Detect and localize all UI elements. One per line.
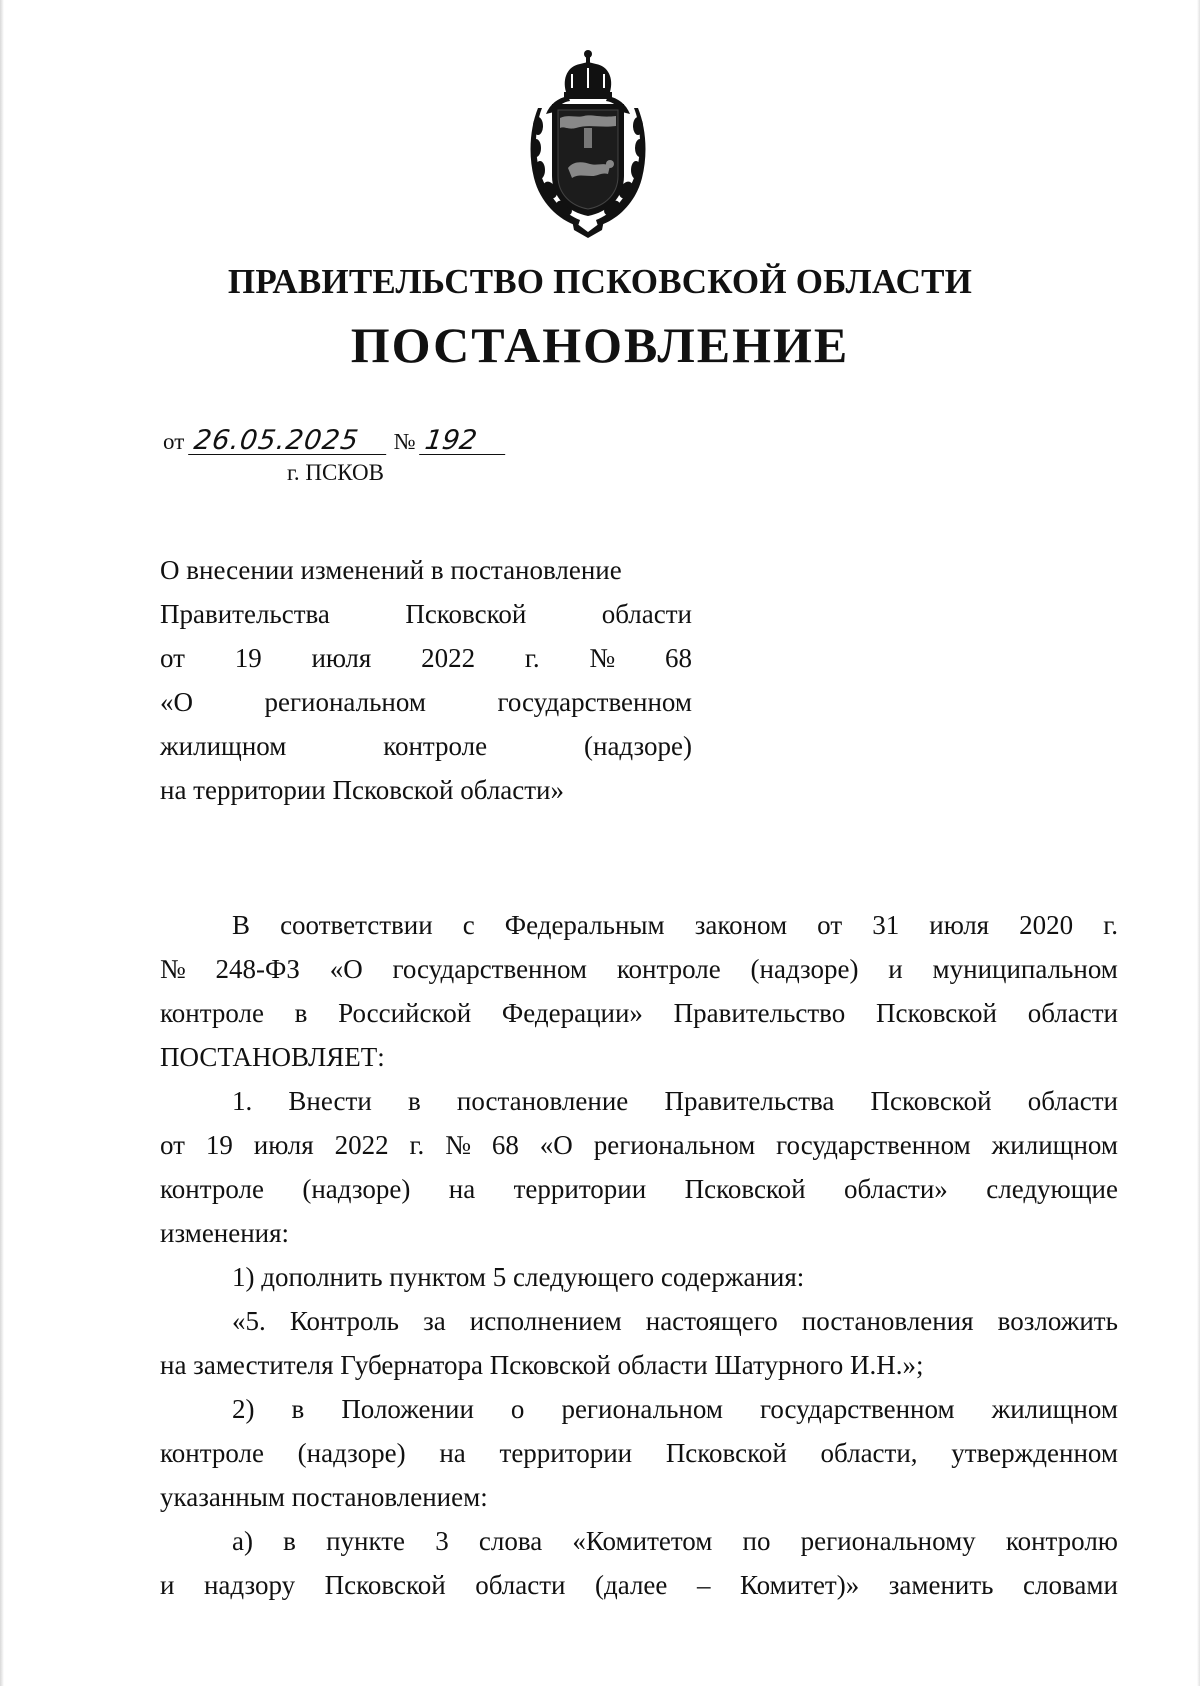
body-word: «О (539, 1130, 573, 1160)
body-word: государственном (776, 1130, 971, 1160)
body-line (160, 1563, 1118, 1607)
body-word: региональном (561, 1394, 723, 1424)
body-word: В (232, 910, 251, 940)
body-word: 3 (435, 1526, 449, 1556)
body-word: постановления (801, 1306, 974, 1336)
body-word: № (445, 1130, 471, 1160)
body-word: (надзоре) (297, 1438, 406, 1468)
body-line (160, 903, 1118, 947)
subject-word: «О (160, 687, 193, 717)
body-word: и (160, 1570, 175, 1600)
body-word: жилищном (991, 1130, 1118, 1160)
body-line (160, 991, 1118, 1035)
body-word: слова (478, 1526, 543, 1556)
subject-word: области (601, 599, 692, 629)
subject-word: Правительства (160, 599, 330, 629)
subject-word: 19 (234, 643, 262, 673)
subject-word: от (160, 643, 185, 673)
body-word: законом (694, 910, 788, 940)
body-word: исполнением (469, 1306, 622, 1336)
body-word: контролю (1005, 1526, 1118, 1556)
subject-word: 68 (664, 643, 692, 673)
body-word: 1) дополнить пунктом 5 следующего содержания: (232, 1262, 805, 1292)
subject-word: жилищном (160, 731, 287, 761)
body-word: 31 (872, 910, 900, 940)
body-word: на (448, 1174, 476, 1204)
body-word: в (283, 1526, 296, 1556)
body-word: региональному (800, 1526, 976, 1556)
body-line (160, 1387, 1118, 1431)
date-prefix: от (163, 429, 185, 454)
body-word: постановление (456, 1086, 629, 1116)
body-word: (надзоре) (302, 1174, 411, 1204)
body-word: настоящего (645, 1306, 778, 1336)
body-word: в (294, 998, 308, 1028)
body-word: области» (844, 1174, 948, 1204)
subject-word: контроле (383, 731, 488, 761)
body-text (160, 903, 1118, 1607)
body-word: «О (329, 954, 363, 984)
body-word: возложить (997, 1306, 1118, 1336)
body-word: заменить (888, 1570, 994, 1600)
subject-line (160, 724, 692, 768)
body-word: Внести (288, 1086, 372, 1116)
body-word: от (817, 910, 843, 940)
body-word: г. (1103, 910, 1118, 940)
body-word: следующие (986, 1174, 1118, 1204)
subject-line (160, 636, 692, 680)
body-word: г. (409, 1130, 425, 1160)
body-word: от (160, 1130, 185, 1160)
body-word: контроле (160, 1438, 264, 1468)
subject-line (160, 680, 692, 724)
body-word: Правительства (664, 1086, 835, 1116)
body-word: о (510, 1394, 525, 1424)
body-word: на (439, 1438, 466, 1468)
body-word: словами (1023, 1570, 1118, 1600)
body-line (160, 1431, 1118, 1475)
body-line (160, 1519, 1118, 1563)
body-word: ПОСТАНОВЛЯЕТ: (160, 1042, 385, 1072)
body-word: надзору (203, 1570, 296, 1600)
body-line (160, 1255, 1118, 1299)
subject-word: на территории Псковской области» (160, 775, 565, 805)
body-word: Контроль (289, 1306, 399, 1336)
body-line (160, 1123, 1118, 1167)
subject-line (160, 768, 692, 812)
subject-word: О внесении изменений в постановление (160, 555, 622, 585)
handwritten-number: 192 (420, 428, 510, 455)
body-word: государственном (392, 954, 588, 984)
body-word: июля (929, 910, 990, 940)
subject-word: 2022 (421, 643, 476, 673)
body-word: по (742, 1526, 771, 1556)
body-word: «5. (232, 1306, 266, 1336)
body-word: Комитет)» (739, 1570, 860, 1600)
body-word: территории (513, 1174, 647, 1204)
body-word: – (696, 1570, 711, 1600)
body-line (160, 1167, 1118, 1211)
body-word: (далее (595, 1570, 668, 1600)
body-word: Федеральным (504, 910, 665, 940)
body-word: контроле (616, 954, 721, 984)
body-word: 2) (232, 1394, 255, 1424)
body-line (160, 1211, 1118, 1255)
body-word: № (160, 954, 186, 984)
body-word: «Комитетом (572, 1526, 713, 1556)
body-word: Российской (338, 998, 472, 1028)
body-word: области (475, 1570, 566, 1600)
body-word: 2022 (334, 1130, 389, 1160)
body-word: июля (253, 1130, 314, 1160)
document-type-title: ПОСТАНОВЛЕНИЕ (350, 317, 850, 373)
body-word: контроле (160, 998, 264, 1028)
subject-block (160, 548, 692, 812)
body-word: 2020 (1019, 910, 1074, 940)
body-word: области (1027, 1086, 1118, 1116)
body-word: 248-ФЗ (215, 954, 300, 984)
subject-word: г. (524, 643, 540, 673)
date-number-line (163, 425, 507, 456)
number-prefix: № (393, 429, 416, 454)
body-word: а) (232, 1526, 253, 1556)
body-line (160, 1079, 1118, 1123)
subject-line (160, 548, 692, 592)
body-word: муниципальном (932, 954, 1118, 984)
subject-word: Псковской (405, 599, 527, 629)
body-word: указанным постановлением: (160, 1482, 488, 1512)
body-word: Псковской (684, 1174, 806, 1204)
subject-word: (надзоре) (584, 731, 692, 761)
body-word: на заместителя Губернатора Псковской области Шатурного И.Н.»; (160, 1350, 924, 1380)
body-word: и (888, 954, 903, 984)
body-word: (надзоре) (750, 954, 859, 984)
body-word: области (1027, 998, 1118, 1028)
scan-edge-left (0, 0, 4, 1686)
body-word: за (423, 1306, 446, 1336)
subject-word: региональном (264, 687, 426, 717)
body-word: территории (499, 1438, 633, 1468)
body-word: Правительство (673, 998, 846, 1028)
organization-title: ПРАВИТЕЛЬСТВО ПСКОВСКОЙ ОБЛАСТИ (227, 262, 973, 301)
body-word: региональном (593, 1130, 756, 1160)
body-word: в (407, 1086, 421, 1116)
body-line (160, 1299, 1118, 1343)
body-word: Псковской (875, 998, 997, 1028)
subject-word: № (589, 643, 616, 673)
city-label: г. ПСКОВ (287, 460, 385, 485)
body-word: контроле (160, 1174, 264, 1204)
body-line (160, 1035, 1118, 1079)
body-word: жилищном (991, 1394, 1118, 1424)
body-word: Псковской (665, 1438, 787, 1468)
body-word: 19 (205, 1130, 233, 1160)
body-line (160, 1343, 1118, 1387)
body-word: соответствии (280, 910, 433, 940)
body-word: Псковской (870, 1086, 992, 1116)
body-word: пункте (326, 1526, 406, 1556)
body-word: Положении (341, 1394, 474, 1424)
handwritten-date: 26.05.2025 (188, 428, 390, 455)
body-line (160, 947, 1118, 991)
subject-word: государственном (497, 687, 692, 717)
subject-line (160, 592, 692, 636)
body-word: области, (820, 1438, 918, 1468)
body-word: государственном (759, 1394, 955, 1424)
pskov-coat-of-arms-icon (528, 48, 648, 238)
body-word: 1. (232, 1086, 253, 1116)
subject-word: июля (311, 643, 372, 673)
body-word: 68 (491, 1130, 519, 1160)
body-word: Псковской (324, 1570, 446, 1600)
body-word: изменения: (160, 1218, 290, 1248)
body-word: утвержденном (951, 1438, 1118, 1468)
body-word: в (291, 1394, 305, 1424)
body-word: с (462, 910, 475, 940)
body-word: Федерации» (501, 998, 643, 1028)
body-line (160, 1475, 1118, 1519)
